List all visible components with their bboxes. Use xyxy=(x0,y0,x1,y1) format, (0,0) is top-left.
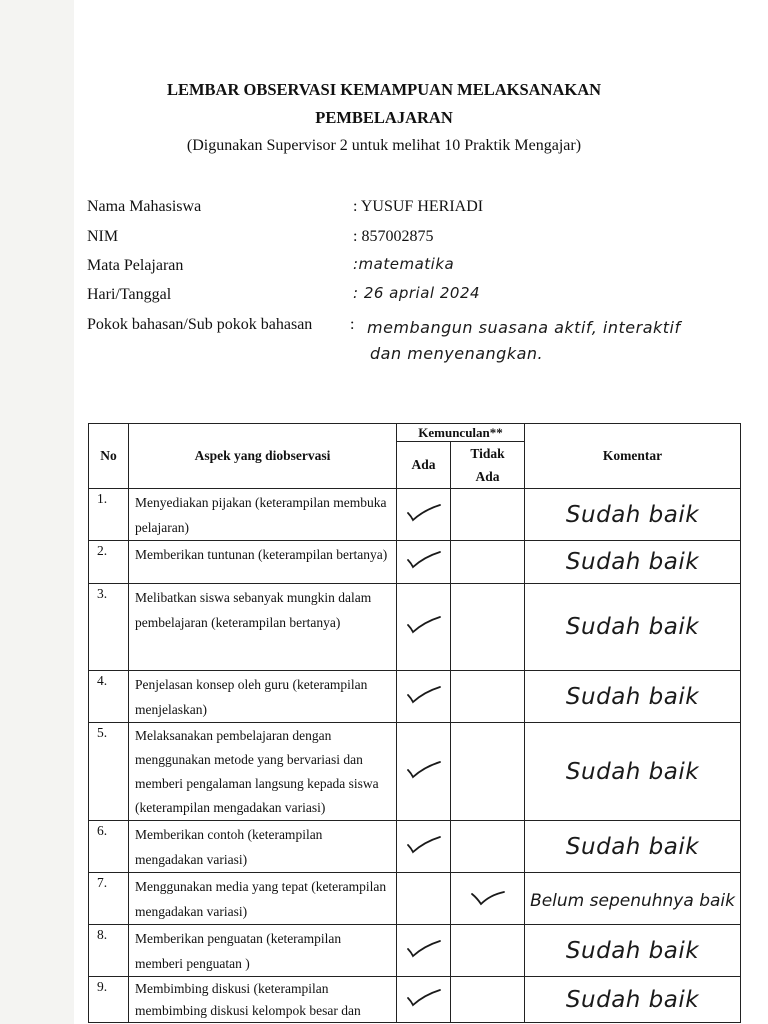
header-komentar: Komentar xyxy=(525,424,741,489)
tidak-ada-cell xyxy=(451,541,525,584)
tidak-ada-cell xyxy=(451,489,525,541)
mapel-label: Mata Pelajaran xyxy=(87,257,184,274)
row-komentar: Sudah baik xyxy=(565,683,700,710)
ada-cell xyxy=(397,925,451,977)
checkmark-icon xyxy=(404,684,444,706)
checkmark-icon xyxy=(404,759,444,781)
ada-cell xyxy=(397,584,451,671)
pokok-value-line2: dan menyenangkan. xyxy=(370,344,544,363)
row-number: 5. xyxy=(89,723,129,821)
tidak-ada-cell xyxy=(451,671,525,723)
row-number: 9. xyxy=(89,977,129,1023)
observation-table xyxy=(88,423,741,1023)
tidak-ada-cell xyxy=(451,977,525,1023)
row-aspek: Memberikan contoh (keterampilan mengadakan variasi) xyxy=(129,821,397,873)
ada-cell xyxy=(397,821,451,873)
row-aspek: Melibatkan siswa sebanyak mungkin dalam pembelajaran (keterampilan bertanya) xyxy=(129,584,397,671)
header-no: No xyxy=(89,424,129,489)
row-number: 7. xyxy=(89,873,129,925)
row-aspek: Memberikan penguatan (keterampilan memberi penguatan ) xyxy=(129,925,397,977)
tidak-ada-cell xyxy=(451,584,525,671)
checkmark-icon xyxy=(404,938,444,960)
comment-cell xyxy=(525,541,741,584)
row-komentar: Sudah baik xyxy=(565,833,700,860)
nim-value: : 857002875 xyxy=(353,228,434,245)
row-aspek: Memberikan tuntunan (keterampilan bertanya) xyxy=(129,541,397,584)
row-komentar: Sudah baik xyxy=(565,937,700,964)
header-tidak-ada-line1: Tidak xyxy=(470,446,505,461)
row-aspek: Penjelasan konsep oleh guru (keterampilan menjelaskan) xyxy=(129,671,397,723)
observation-table-wrapper xyxy=(88,423,740,1023)
ada-cell xyxy=(397,977,451,1023)
header-kemunculan: Kemunculan** xyxy=(397,424,525,442)
pokok-label: Pokok bahasan/Sub pokok bahasan xyxy=(87,316,313,333)
header-ada: Ada xyxy=(397,442,451,489)
ada-cell xyxy=(397,723,451,821)
pokok-colon: : xyxy=(350,316,355,333)
comment-cell xyxy=(525,489,741,541)
hari-value: : 26 aprial 2024 xyxy=(353,284,481,302)
document-subtitle: (Digunakan Supervisor 2 untuk melihat 10 Praktik Mengajar) xyxy=(186,137,582,154)
row-number: 1. xyxy=(89,489,129,541)
table-row xyxy=(89,821,741,873)
row-komentar: Sudah baik xyxy=(565,549,700,575)
pokok-value-line1: membangun suasana aktif, interaktif xyxy=(367,318,681,337)
table-row xyxy=(89,671,741,723)
ada-cell xyxy=(397,489,451,541)
row-aspek: Melaksanakan pembelajaran dengan menggunakan metode yang bervariasi dan memberi pengalaman langsung kepada siswa (keterampilan mengadakan variasi) xyxy=(129,723,397,821)
row-komentar: Sudah baik xyxy=(565,758,700,785)
row-komentar: Sudah baik xyxy=(565,501,700,528)
nama-label: Nama Mahasiswa xyxy=(87,198,202,215)
table-row xyxy=(89,723,741,821)
hari-label: Hari/Tanggal xyxy=(87,286,172,303)
row-aspek: Membimbing diskusi (keterampilan membimbing diskusi kelompok besar dan xyxy=(129,977,397,1023)
row-number: 2. xyxy=(89,541,129,584)
row-number: 6. xyxy=(89,821,129,873)
row-komentar: Belum sepenuhnya baik xyxy=(530,890,735,911)
ada-cell xyxy=(397,671,451,723)
row-number: 8. xyxy=(89,925,129,977)
comment-cell xyxy=(525,977,741,1023)
checkmark-icon xyxy=(404,549,444,571)
row-komentar: Sudah baik xyxy=(565,614,700,640)
row-aspek: Menggunakan media yang tepat (keterampilan mengadakan variasi) xyxy=(129,873,397,925)
document-title-line1: LEMBAR OBSERVASI KEMAMPUAN MELAKSANAKAN xyxy=(166,80,602,99)
comment-cell xyxy=(525,584,741,671)
table-row xyxy=(89,541,741,584)
nama-value: : YUSUF HERIADI xyxy=(353,198,484,215)
table-row xyxy=(89,584,741,671)
comment-cell xyxy=(525,925,741,977)
table-row xyxy=(89,977,741,1023)
comment-cell xyxy=(525,821,741,873)
row-aspek: Menyediakan pijakan (keterampilan membuka pelajaran) xyxy=(129,489,397,541)
table-row xyxy=(89,873,741,925)
comment-cell xyxy=(525,873,741,925)
comment-cell xyxy=(525,671,741,723)
checkmark-icon xyxy=(468,886,508,908)
checkmark-icon xyxy=(404,614,444,636)
mapel-value: :matematika xyxy=(353,255,455,273)
tidak-ada-cell xyxy=(451,925,525,977)
header-aspek: Aspek yang diobservasi xyxy=(129,424,397,489)
row-komentar: Sudah baik xyxy=(565,986,700,1013)
checkmark-icon xyxy=(404,987,444,1009)
tidak-ada-cell xyxy=(451,873,525,925)
row-number: 3. xyxy=(89,584,129,671)
ada-cell xyxy=(397,873,451,925)
header-tidak-ada-line2: Ada xyxy=(475,469,500,484)
nim-label: NIM xyxy=(87,228,119,245)
checkmark-icon xyxy=(404,502,444,524)
table-row xyxy=(89,489,741,541)
table-row xyxy=(89,925,741,977)
document-title-line2: PEMBELAJARAN xyxy=(315,108,453,127)
checkmark-icon xyxy=(404,834,444,856)
tidak-ada-cell xyxy=(451,723,525,821)
tidak-ada-cell xyxy=(451,821,525,873)
row-number: 4. xyxy=(89,671,129,723)
header-tidak-ada xyxy=(451,442,525,489)
ada-cell xyxy=(397,541,451,584)
comment-cell xyxy=(525,723,741,821)
